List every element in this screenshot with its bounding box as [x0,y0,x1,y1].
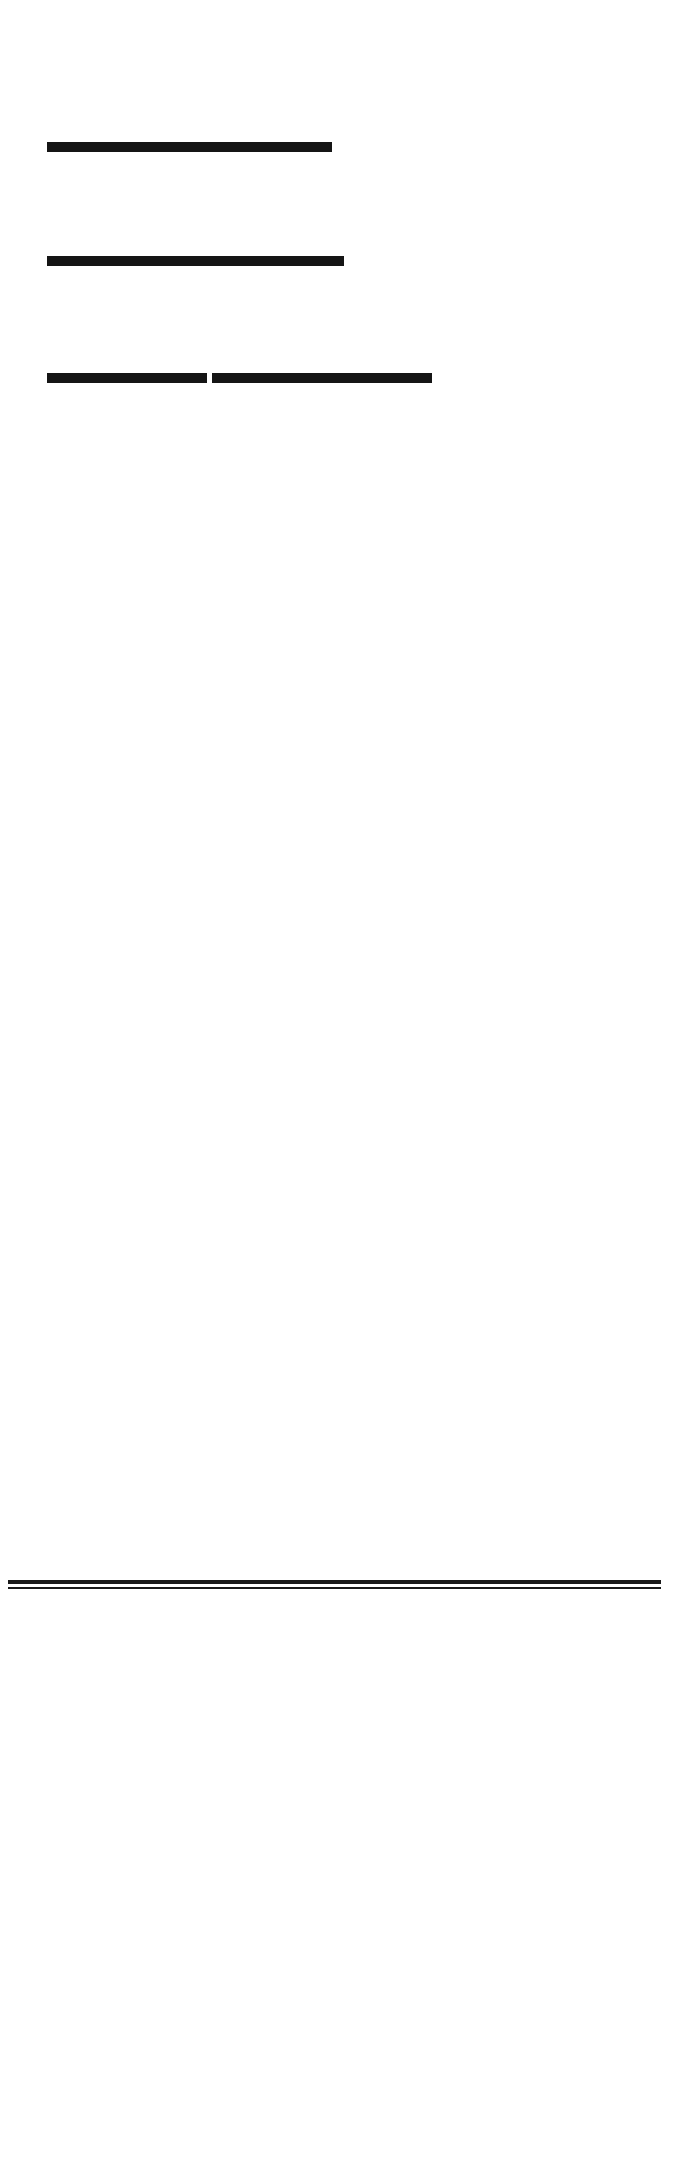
listing-3 [58,1104,634,1106]
listing-2 [58,960,634,962]
bottom-diamond-border [0,1510,670,1534]
column-divider-thick [8,1580,661,1584]
column-divider-thin [8,1587,661,1589]
headline-rule-3a [47,373,207,383]
address-line [35,1436,630,1470]
listing-1 [58,720,634,722]
headline-rule-2 [47,256,344,266]
headline-rule-3b [212,373,432,383]
right-diamond-border [644,24,668,1510]
top-diamond-border [0,0,670,24]
headline-rule-1 [47,142,332,152]
seed-advertisement [0,1600,700,2172]
left-diamond-border [0,24,24,1510]
